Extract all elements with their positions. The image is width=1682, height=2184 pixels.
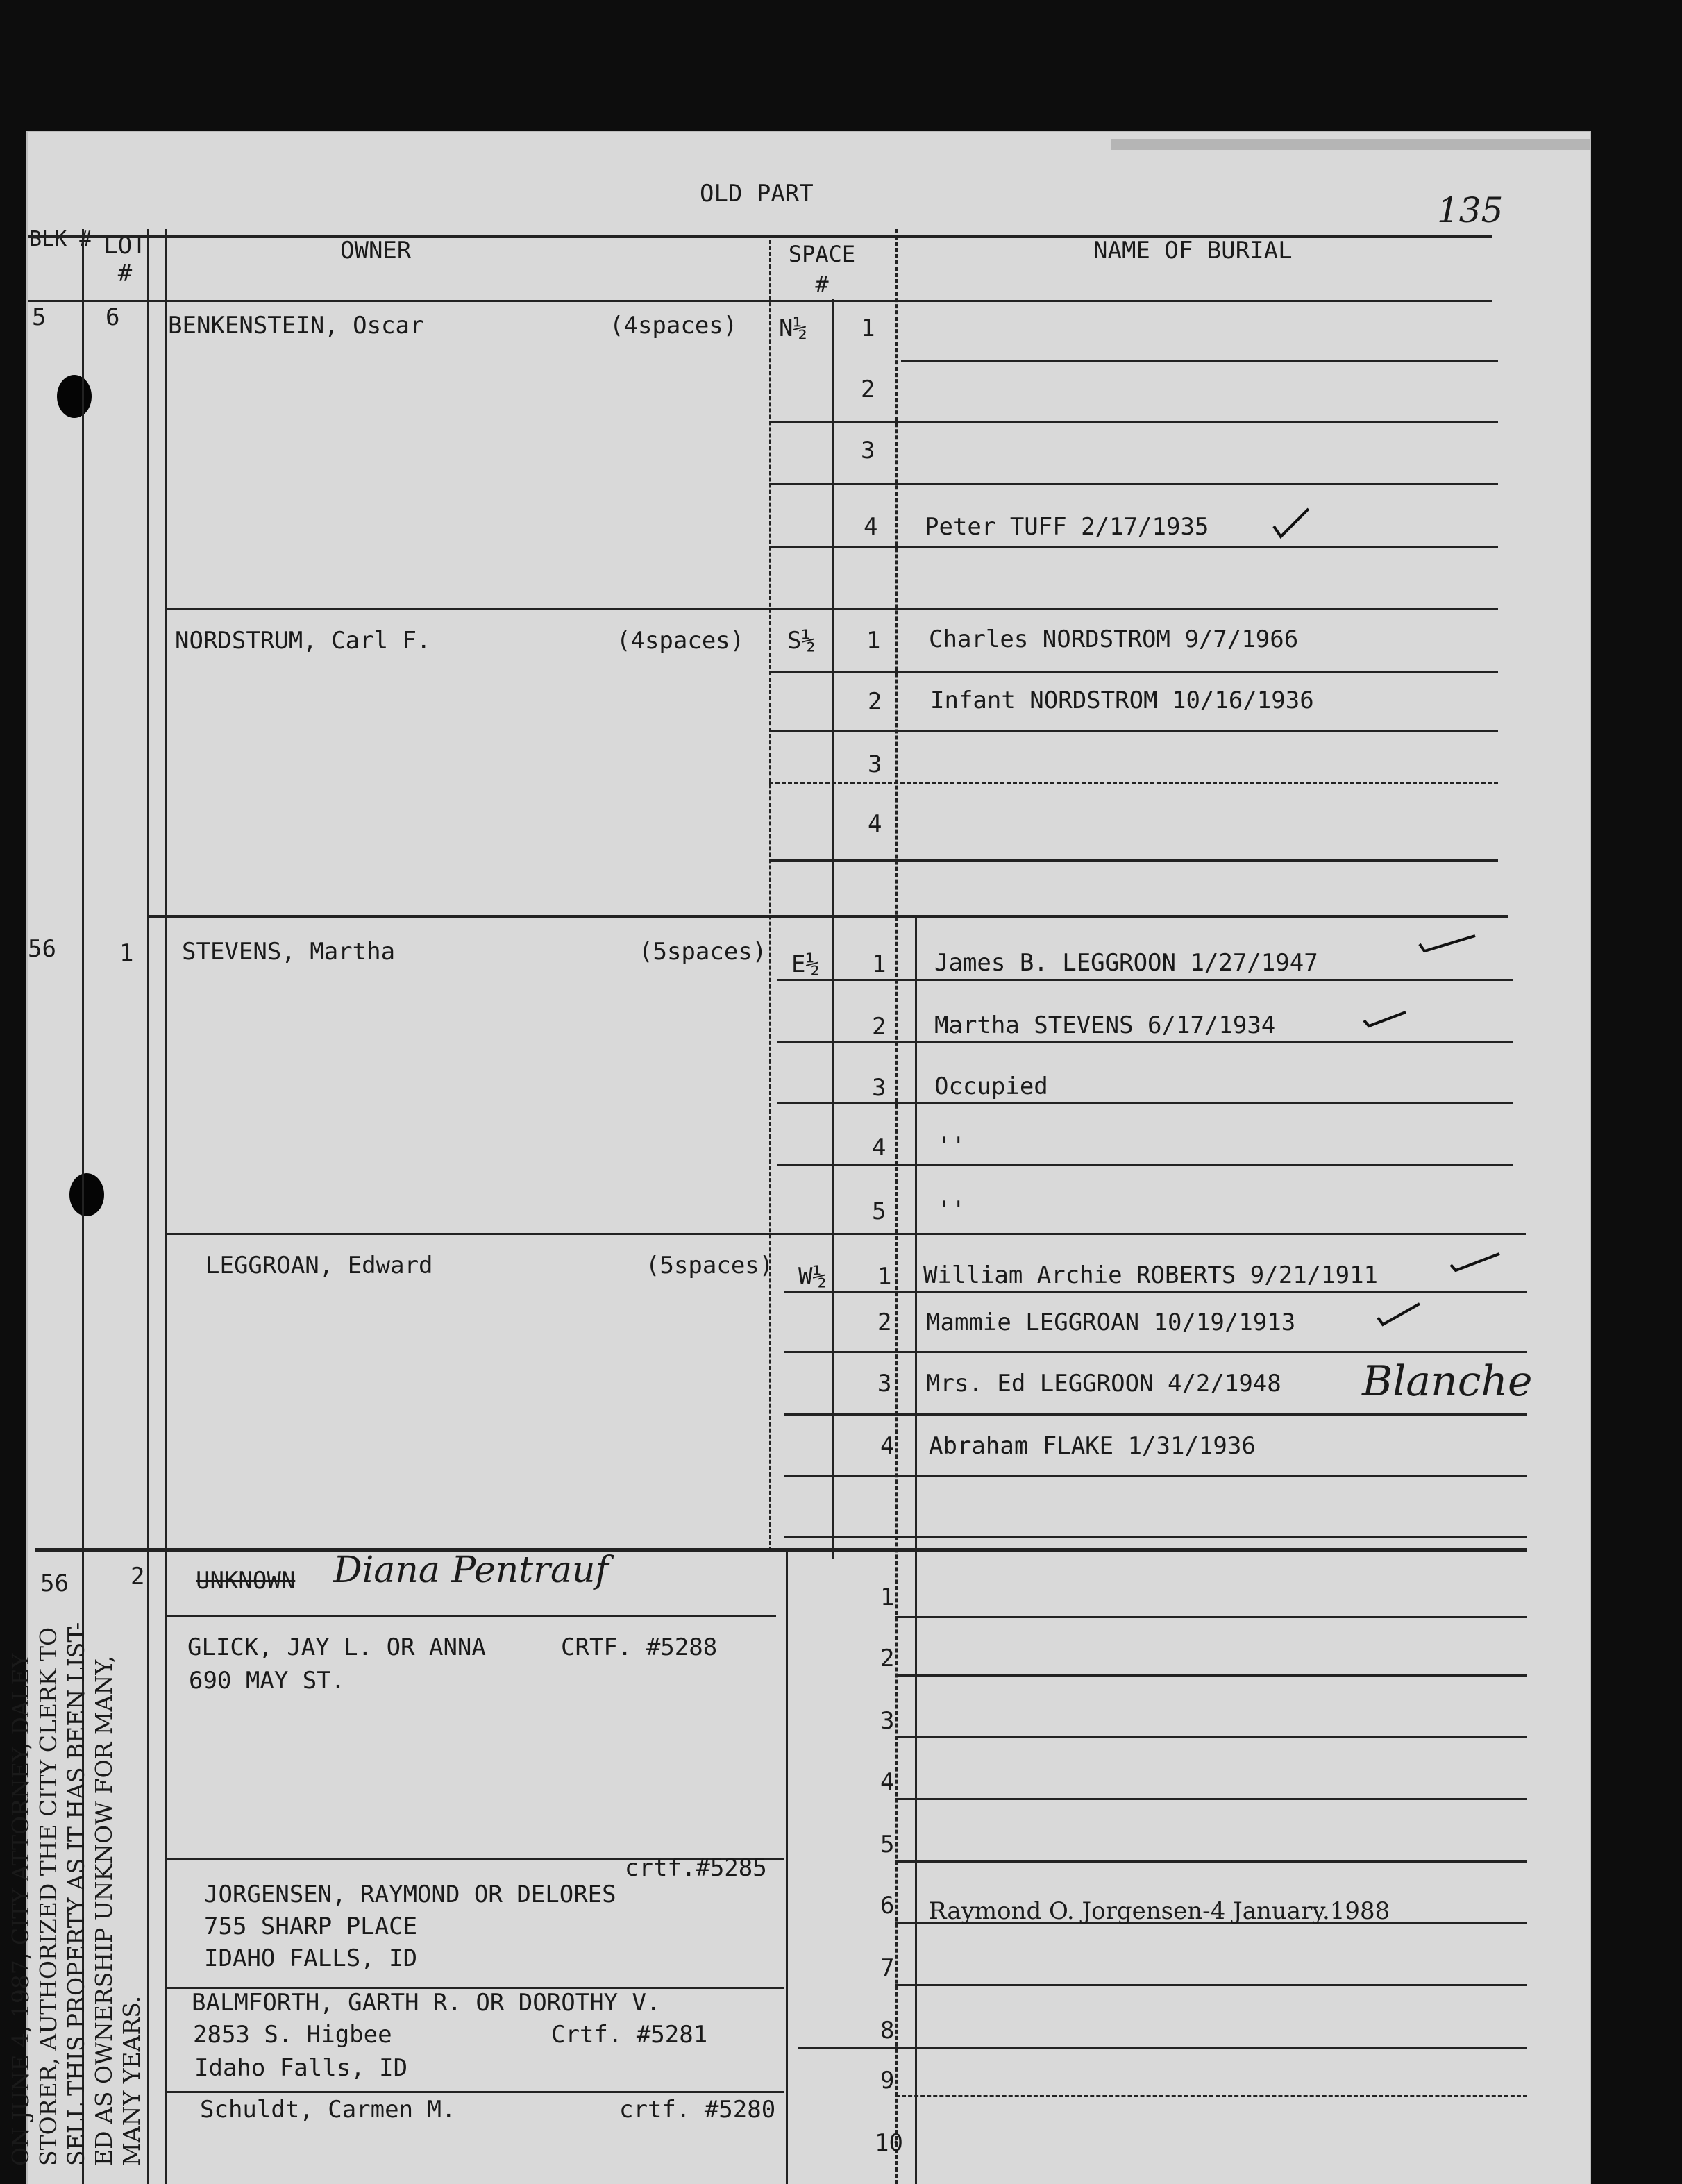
space-number: 7 <box>880 1954 895 1982</box>
side-note-line: STORER, AUTHORIZED THE CITY CLERK TO <box>35 1627 62 2166</box>
owner-handwritten: Diana Pentrauf <box>333 1549 609 1591</box>
row-rule <box>895 1984 1527 1986</box>
burial-entry: James B. LEGGROON 1/27/1947 <box>934 949 1318 977</box>
burial-entry: '' <box>937 1132 966 1160</box>
space-number: 4 <box>880 1432 895 1460</box>
space-number: 3 <box>861 437 875 464</box>
space-number: 4 <box>872 1134 886 1161</box>
space-number: 3 <box>868 750 882 778</box>
row-rule <box>777 1041 1513 1043</box>
space-count: (4spaces) <box>616 627 745 655</box>
col-header-space: SPACE # <box>788 241 856 298</box>
space-number: 2 <box>872 1013 886 1041</box>
side-note-line: MANY YEARS. <box>118 1995 145 2166</box>
side-note-line: ED AS OWNERSHIP UNKNOW FOR MANY, <box>90 1655 117 2166</box>
space-number: 6 <box>880 1892 895 1920</box>
side-note-line: ON JUNE 4, 1987, CITY ATTORNEY, DALEY <box>7 1653 34 2166</box>
space-number: 1 <box>877 1263 892 1291</box>
space-number: 3 <box>877 1370 892 1397</box>
lot-number: 2 <box>131 1563 145 1590</box>
owner-address: 755 SHARP PLACE <box>204 1913 418 1940</box>
owner-name: LEGGROAN, Edward <box>205 1252 433 1279</box>
space-number: 2 <box>877 1309 892 1336</box>
space-number: 2 <box>880 1645 895 1672</box>
row-rule <box>895 1616 1527 1618</box>
lot-number: 1 <box>119 939 134 967</box>
col-header-burial: NAME OF BURIAL <box>1093 237 1293 264</box>
side-note <box>7 1527 146 2166</box>
row-rule <box>784 1291 1527 1293</box>
row-rule <box>777 1164 1513 1166</box>
col-header-lot: LOT # <box>103 232 146 287</box>
owner-name: GLICK, JAY L. OR ANNA <box>187 1633 486 1661</box>
block-rule <box>147 915 1508 918</box>
space-number: 4 <box>868 810 882 838</box>
check-mark-icon <box>1270 505 1312 540</box>
col-header-blk: BLK # <box>29 227 92 251</box>
row-rule <box>895 1860 1527 1863</box>
punch-hole <box>69 1173 104 1216</box>
burial-entry: Raymond O. Jorgensen-4 January.1988 <box>929 1897 1390 1925</box>
burial-entry: Mammie LEGGROAN 10/19/1913 <box>926 1309 1296 1336</box>
space-number: 10 <box>875 2129 903 2157</box>
owner-name: JORGENSEN, RAYMOND OR DELORES <box>204 1881 616 1908</box>
space-number: 1 <box>861 314 875 342</box>
punch-hole <box>57 375 92 418</box>
column-divider <box>165 229 167 2184</box>
block-rule <box>35 1548 1527 1552</box>
row-rule <box>769 546 1498 548</box>
row-rule <box>769 782 1498 784</box>
owner-address: 690 MAY ST. <box>189 1667 346 1695</box>
handwritten-name: Blanche <box>1362 1357 1533 1406</box>
row-rule <box>165 1233 1526 1235</box>
burial-entry: Mrs. Ed LEGGROON 4/2/1948 <box>926 1370 1281 1397</box>
row-rule <box>165 608 1498 610</box>
page-number: 135 <box>1437 190 1504 230</box>
owner-city: IDAHO FALLS, ID <box>204 1944 418 1972</box>
row-rule <box>165 1615 776 1617</box>
check-mark-icon <box>1361 1007 1409 1034</box>
row-rule <box>784 1351 1527 1353</box>
certificate-number: crtf.#5285 <box>625 1854 767 1882</box>
column-divider <box>786 1552 788 2184</box>
column-divider <box>895 229 898 2184</box>
row-rule <box>895 1736 1527 1738</box>
space-number: 1 <box>880 1584 895 1611</box>
header-rule <box>28 235 1492 238</box>
row-rule <box>769 483 1498 485</box>
owner-name: NORDSTRUM, Carl F. <box>175 627 431 655</box>
row-rule <box>784 1413 1527 1416</box>
check-mark-icon <box>1416 930 1479 958</box>
row-rule <box>895 1798 1527 1800</box>
row-rule <box>167 2091 784 2093</box>
row-rule <box>777 979 1513 981</box>
blk-number: 56 <box>28 935 56 963</box>
certificate-number: CRTF. #5288 <box>561 1633 718 1661</box>
certificate-number: crtf. #5280 <box>619 2096 776 2124</box>
space-number: 1 <box>866 627 881 655</box>
owner-struck: UNKNOWN <box>196 1567 296 1595</box>
row-rule <box>769 421 1498 423</box>
paper-edge <box>1111 139 1590 150</box>
space-count: (5spaces) <box>639 938 767 966</box>
half-lot: E½ <box>791 950 820 978</box>
burial-entry: William Archie ROBERTS 9/21/1911 <box>923 1261 1379 1289</box>
column-divider <box>769 240 771 1552</box>
space-letter-divider <box>832 299 834 1559</box>
header-rule <box>28 300 1492 302</box>
burial-entry: Peter TUFF 2/17/1935 <box>925 513 1209 541</box>
row-rule <box>769 730 1498 732</box>
space-count: (4spaces) <box>609 312 738 339</box>
owner-address: 2853 S. Higbee <box>193 2021 392 2049</box>
space-number: 3 <box>872 1074 886 1102</box>
row-rule <box>895 2095 1527 2097</box>
half-lot: N½ <box>779 314 807 342</box>
row-rule <box>784 1475 1527 1477</box>
check-mark-icon <box>1447 1250 1503 1277</box>
half-lot: S½ <box>787 627 816 655</box>
row-rule <box>798 2047 1527 2049</box>
space-count: (5spaces) <box>646 1252 774 1279</box>
space-number: 5 <box>880 1831 895 1858</box>
row-rule <box>895 1674 1527 1677</box>
space-number: 4 <box>864 513 878 541</box>
column-divider <box>147 229 149 2184</box>
side-note-line: SELL THIS PROPERTY AS IT HAS BEEN LIST- <box>62 1622 90 2166</box>
row-rule <box>769 671 1498 673</box>
check-mark-icon <box>1374 1300 1423 1330</box>
space-number: 9 <box>880 2067 895 2094</box>
certificate-number: Crtf. #5281 <box>551 2021 708 2049</box>
space-number: 4 <box>880 1768 895 1796</box>
blk-number: 56 <box>40 1570 69 1597</box>
blk-number: 5 <box>32 303 47 331</box>
owner-name: BALMFORTH, GARTH R. OR DOROTHY V. <box>192 1989 661 2017</box>
owner-name: Schuldt, Carmen M. <box>200 2096 456 2124</box>
burial-entry: Charles NORDSTROM 9/7/1966 <box>929 625 1299 653</box>
half-lot: W½ <box>798 1263 827 1291</box>
space-number: 2 <box>861 376 875 403</box>
space-number: 3 <box>880 1707 895 1735</box>
owner-name: STEVENS, Martha <box>182 938 396 966</box>
row-rule <box>777 1102 1513 1104</box>
row-rule <box>769 859 1498 862</box>
owner-name: BENKENSTEIN, Oscar <box>168 312 424 339</box>
burial-entry: Occupied <box>934 1073 1048 1100</box>
page-title: OLD PART <box>700 180 814 208</box>
row-rule <box>784 1536 1527 1538</box>
space-number: 5 <box>872 1198 886 1225</box>
burial-entry: Abraham FLAKE 1/31/1936 <box>929 1432 1256 1460</box>
row-rule <box>901 360 1498 362</box>
space-number: 8 <box>880 2017 895 2044</box>
record-sheet <box>28 132 1590 2184</box>
col-header-owner: OWNER <box>340 237 412 264</box>
lot-number: 6 <box>106 303 120 331</box>
owner-city: Idaho Falls, ID <box>194 2054 408 2082</box>
burial-entry: Martha STEVENS 6/17/1934 <box>934 1011 1276 1039</box>
space-number: 1 <box>872 950 886 978</box>
burial-entry: '' <box>937 1196 966 1224</box>
burial-entry: Infant NORDSTROM 10/16/1936 <box>930 687 1314 714</box>
space-number: 2 <box>868 688 882 716</box>
